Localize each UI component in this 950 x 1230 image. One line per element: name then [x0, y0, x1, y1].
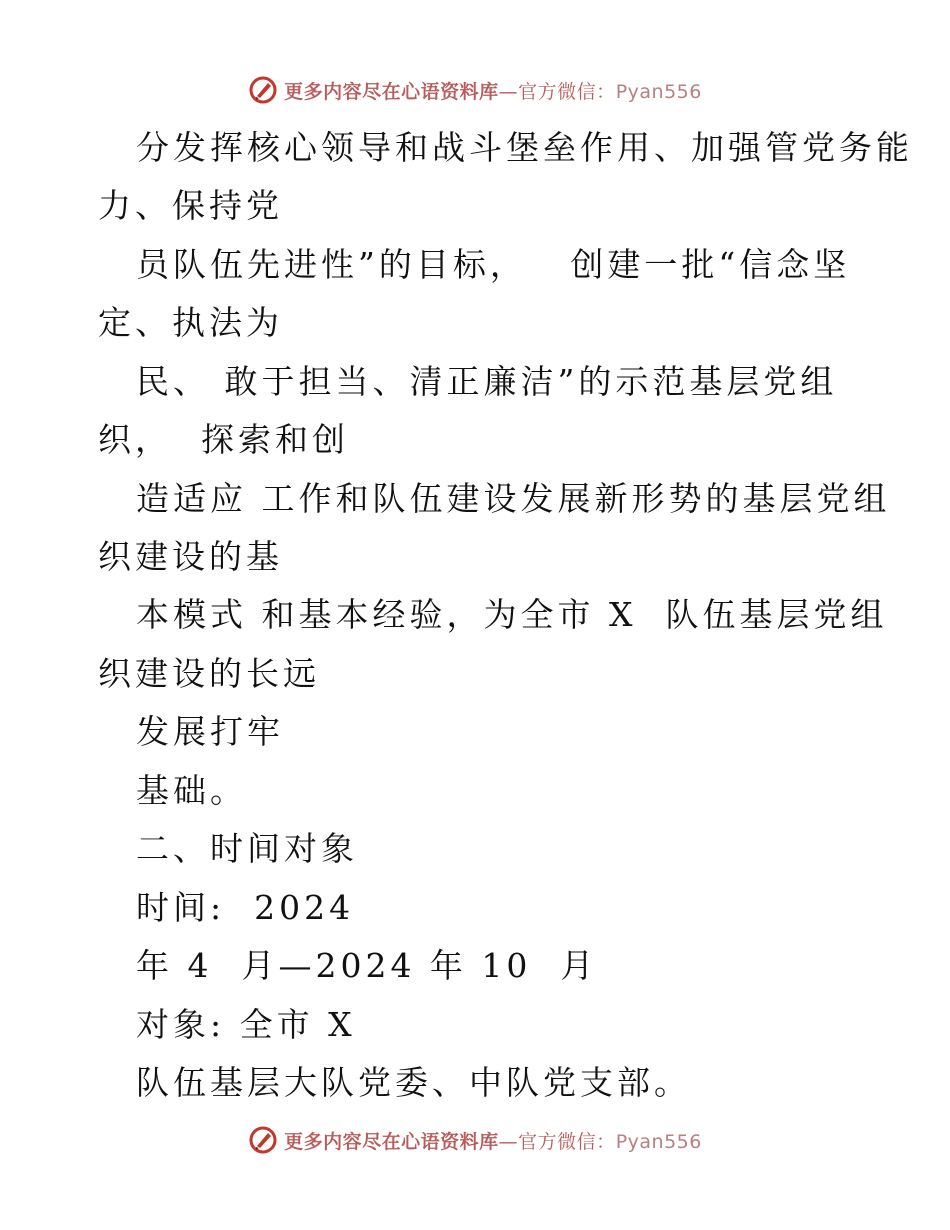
section-heading: 二、时间对象 — [136, 829, 358, 868]
brush-pen-logo-icon — [248, 1125, 278, 1155]
text-line: 民、 敢于担当、清正廉洁”的示范基层党组 — [136, 362, 838, 401]
text-line: 分发挥核心领导和战斗堡垒作用、加强管党务能 — [136, 128, 913, 167]
banner-main-text: 更多内容尽在心语资料库 — [284, 1130, 499, 1153]
text-line: 发展打牢 — [136, 712, 284, 751]
text-line: 员队伍先进性”的目标， 创建一批“信念坚 — [136, 245, 851, 284]
text-line: 本模式 和基本经验，为全市 X 队伍基层党组 — [136, 595, 888, 634]
text-line: 对象: 全市 X — [136, 1005, 356, 1044]
text-line: 队伍基层大队党委、中队党支部。 — [136, 1063, 691, 1102]
banner-wechat-label: 官方微信： — [518, 80, 616, 103]
text-line: 定、执法为 — [98, 303, 283, 342]
banner-main-text: 更多内容尽在心语资料库 — [284, 80, 499, 103]
text-line: 力、保持党 — [98, 186, 283, 225]
text-line: 织建设的长远 — [98, 654, 320, 693]
banner-wechat-label: 官方微信： — [518, 1130, 616, 1153]
banner-separator: — — [498, 1130, 519, 1153]
banner-text — [284, 1127, 702, 1154]
text-line: 年 4 月—2024 年 10 月 — [136, 946, 598, 985]
banner-wechat-id: Pyan556 — [615, 80, 702, 103]
text-line: 基础。 — [136, 771, 247, 810]
text-line: 时间: 2024 — [136, 888, 355, 927]
text-line: 造适应 工作和队伍建设发展新形势的基层党组 — [136, 479, 891, 518]
banner-wechat-id: Pyan556 — [615, 1130, 702, 1153]
banner-separator: — — [498, 80, 519, 103]
footer-banner — [0, 1120, 950, 1160]
text-line: 织， 探索和创 — [98, 420, 349, 459]
text-line: 织建设的基 — [98, 537, 283, 576]
